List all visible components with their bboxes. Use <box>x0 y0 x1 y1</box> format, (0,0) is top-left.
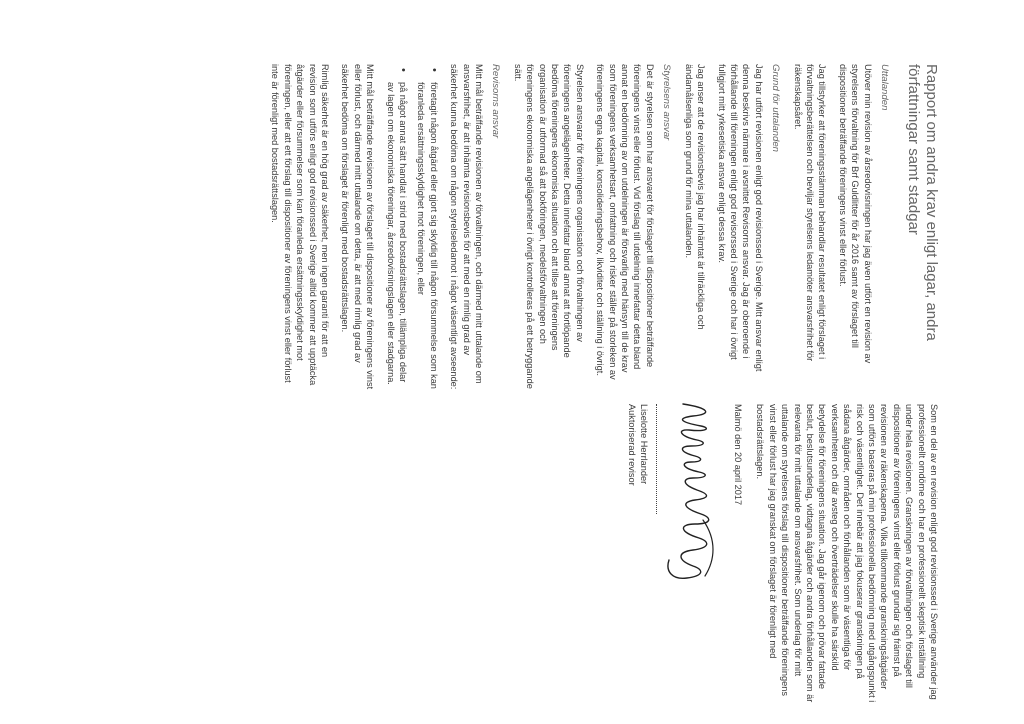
paragraph: Jag anser att de revisionsbevis jag har inhämtat är tillräckliga och ändamålsenliga som grund för mina uttalanden. <box>683 64 707 330</box>
bullet-list <box>384 64 440 390</box>
signer-title: Auktoriserad revisor <box>627 404 638 486</box>
signer-name: Liselotte Herrlander <box>639 404 650 485</box>
signature-block <box>626 404 744 704</box>
paragraph: Mitt mål beträffande revisionen av förvaltningen, och därmed mitt uttalande om ansvarsfrihet, är att inhämta revisionsbevis för att med en rimlig grad av säkerhet kunna bedöma om någon styrelseledamot i något väsentligt avseende: <box>449 64 485 390</box>
place-date: Malmö den 20 april 2017 <box>732 404 743 506</box>
report-title: Rapport om andra krav enligt lagar, andra författningar samt stadgar <box>905 64 940 341</box>
heading-uttalanden: Uttalanden <box>879 64 890 111</box>
paragraph: Det är styrelsen som har ansvaret för förslaget till dispositioner beträffande föreningens vinst eller förlust. Vid förslag till utdelning innefattar detta bland annat en bedömning av om utdelningen är försvarlig med hänsyn till de krav som föreningens verksamhetsart, omfattning och risker ställer på storleken av föreningens egna kapital, konsolideringsbehov, likviditet och ställning i övrigt. <box>595 64 655 380</box>
left-column <box>261 64 940 390</box>
paragraph: Utöver min revision av årsredovisningen har jag även utfört en revision av styrelsens förvaltning för Brf Guldlitter för år 2016 samt av förslaget till dispositioner beträffande föreningens vinst eller förlust. <box>837 64 873 364</box>
list-item: • företagit någon åtgärd eller gjort sig skyldig till någon försummelse som kan föranleda ersättningsskyldighet mot föreningen, eller <box>415 82 440 390</box>
heading-revisorns-ansvar: Revisorns ansvar <box>490 64 502 139</box>
signature-line <box>657 404 658 514</box>
heading-grund: Grund för uttalanden <box>770 64 782 153</box>
paragraph: Jag har utfört revisionen enligt god revisionssed i Sverige. Mitt ansvar enligt denna beskrivs närmare i avsnittet Revisorns ansvar. Jag är oberoende i förhållande till föreningen enligt god revisorssed i Sverige och har i övrigt fullgjort mitt yrkesetiska ansvar enligt dessa krav. <box>716 64 764 372</box>
paragraph: Styrelsen ansvarar för föreningens organisation och förvaltningen av föreningens angelägenheter. Detta innefattar bland annat att fortlöpande bedöma föreningens ekonomiska situation och att tillse att föreningens organisation är utformad så att bokföringen, medelsförvaltningen och föreningens ekonomiska angelägenheter i övrigt kontrolleras på ett betryggande sätt. <box>512 64 585 389</box>
list-item: • på något annat sätt handlat i strid med bostadsrättslagen, tillämpliga delar av lagen om ekonomiska föreningar, årsredovisningslagen eller stadgarna. <box>384 82 409 390</box>
paragraph: Rimlig säkerhet är en hög grad av säkerhet, men ingen garanti för att en revision som utförs enligt god revisionssed i Sverige alltid kommer att upptäcka åtgärder eller försummelser som kan föranleda ersättningsskyldighet mot föreningen, eller att ett förslag till dispositioner av föreningens vinst eller förlust inte är förenligt med bostadsrättslagen. <box>270 64 330 386</box>
paragraph: Mitt mål beträffande revisionen av förslaget till dispositioner av föreningens vinst eller förlust, och därmed mitt uttalande om detta, är att med rimlig grad av säkerhet bedöma om förslaget är förenligt med bostadsrättslagen. <box>340 64 376 390</box>
paragraph: Jag tillstyrker att föreningsstämman behandlar resultatet enligt förslaget i förvaltningsberättelsen och beviljar styrelsens ledamöter ansvarsfrihet för räkenskapsåret. <box>792 64 828 362</box>
handwritten-signature <box>660 400 724 590</box>
paragraph: Som en del av en revision enligt god revisionssed i Sverige använder jag professionellt omdöme och har en professionellt skeptisk inställning under hela revisionen. Granskningen av förvaltningen och förslaget till dispositioner av föreningens vinst eller förlust grundar sig främst på revisionen av räkenskaperna. Vilka tillkommande granskningsåtgärder som utförs baseras på min professionella bedömning med utgångspunkt i risk och väsentlighet. Det innebär att jag fokuserar granskningen på sådana åtgärder, områden och förhållanden som är väsentliga för verksamheten och där avsteg och överträdelser skulle ha särskild betydelse för föreningens situation. Jag går igenom och prövar fattade beslut, beslutsunderlag, vidtagna åtgärder och andra förhållanden som är relevanta för mitt uttalande om ansvarsfrihet. Som underlag för mitt uttalande om styrelsens förslag till dispositioner beträffande föreningens vinst eller förlust har jag granskat om förslaget är förenligt med bostadsrättslagen. <box>755 404 939 703</box>
heading-styrelsens-ansvar: Styrelsens ansvar <box>661 64 673 141</box>
right-column <box>626 404 940 704</box>
